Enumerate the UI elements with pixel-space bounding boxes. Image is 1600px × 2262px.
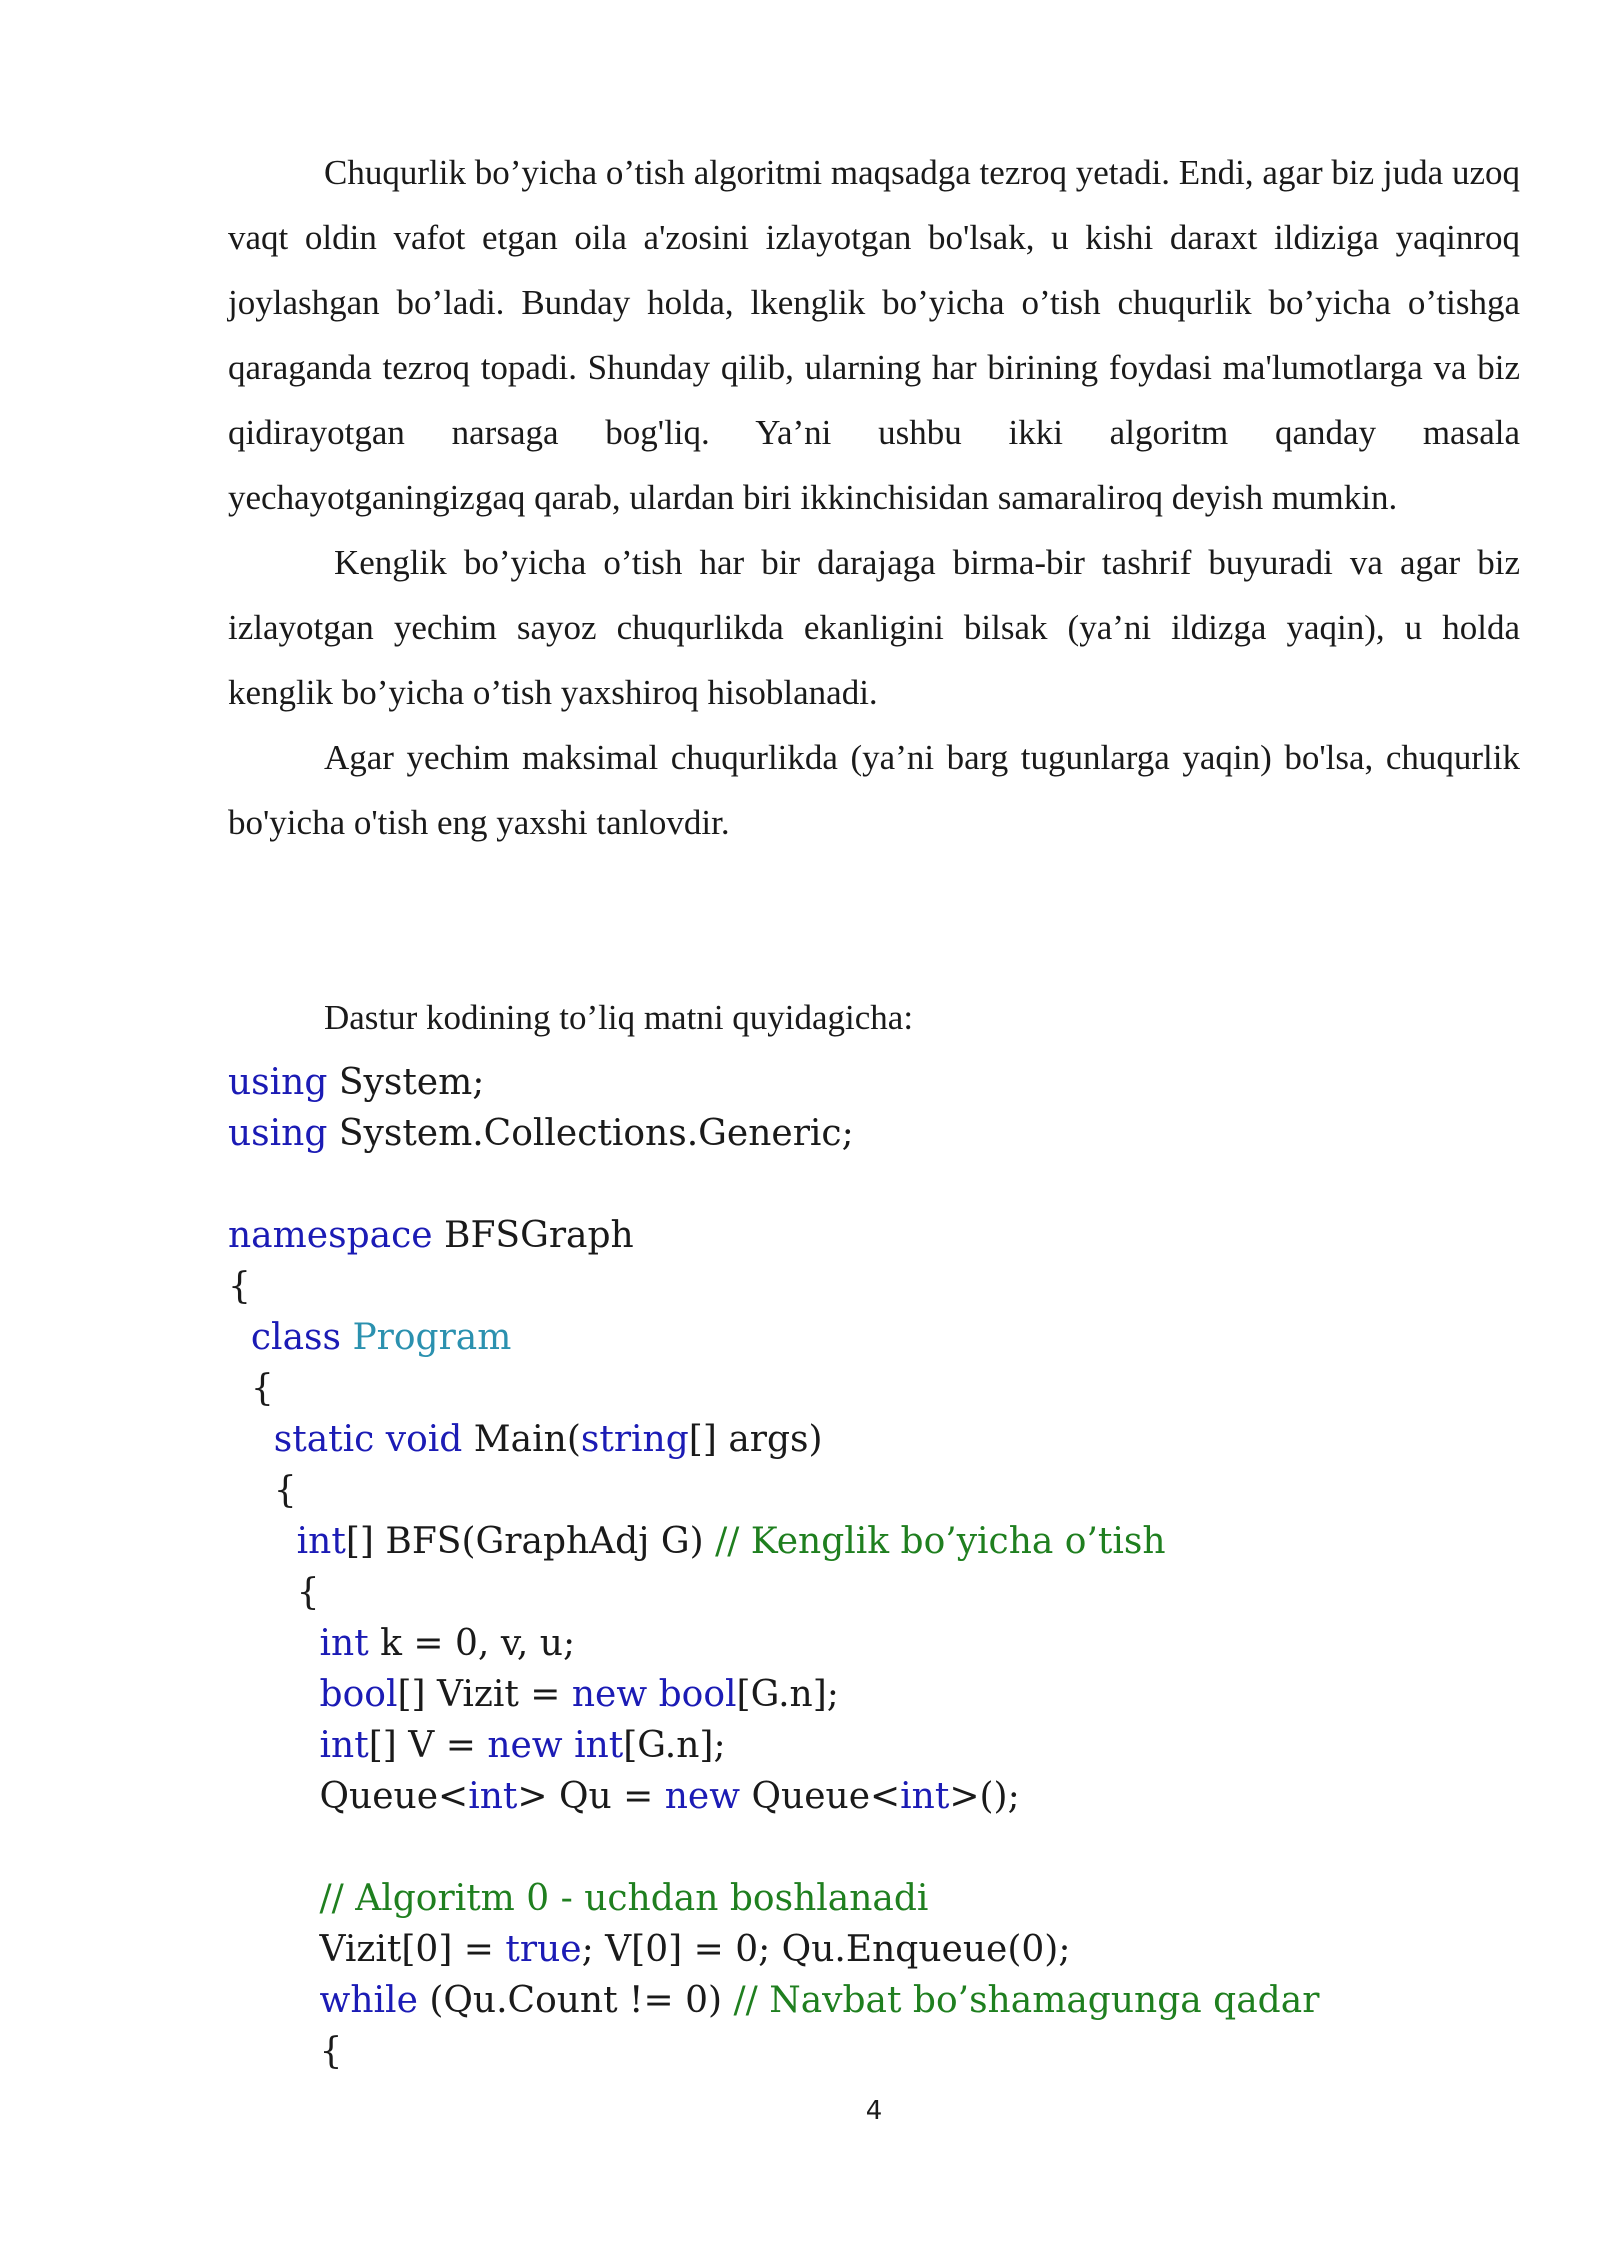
code-line [228, 1261, 1528, 1312]
code-keyword: using [228, 1062, 328, 1103]
code-comment: // Navbat bo’shamagunga qadar [733, 1980, 1320, 2021]
code-line [228, 1924, 1528, 1975]
code-text: >(); [949, 1776, 1020, 1817]
code-text: [] V = [368, 1725, 488, 1766]
code-keyword: new [664, 1776, 741, 1817]
code-keyword: int [319, 1725, 369, 1766]
code-text: Queue< [740, 1776, 901, 1817]
code-line [228, 1975, 1528, 2026]
code-text: ; V[0] = 0; Qu.Enqueue(0); [581, 1929, 1071, 1970]
code-text: Main( [462, 1419, 581, 1460]
code-line [228, 1210, 1528, 1261]
code-brace: { [273, 1470, 297, 1511]
code-comment: // Kenglik bo’yicha o’tish [715, 1521, 1166, 1562]
code-keyword: bool [319, 1674, 398, 1715]
code-keyword: int [900, 1776, 950, 1817]
page-number: 4 [865, 2096, 883, 2126]
code-brace: { [319, 2031, 343, 2072]
code-text: System.Collections.Generic; [327, 1113, 854, 1154]
code-keyword: namespace [228, 1215, 433, 1256]
code-line [228, 2026, 1528, 2077]
code-text: [] Vizit = [397, 1674, 572, 1715]
code-text: Vizit[0] = [319, 1929, 506, 1970]
code-line [228, 1618, 1528, 1669]
code-text: [] args) [688, 1419, 823, 1460]
code-keyword: int [468, 1776, 518, 1817]
code-keyword: bool [658, 1674, 737, 1715]
code-line [228, 1363, 1528, 1414]
code-text: (Qu.Count != 0) [417, 1980, 734, 2021]
code-comment: // Algoritm 0 - uchdan boshlanadi [319, 1878, 929, 1919]
code-text: k = 0, v, u; [368, 1623, 576, 1664]
paragraph-dfs-deep: Agar yechim maksimal chuqurlikda (ya’ni barg tugunlarga yaqin) bo'lsa, chuqurlik bo'yicha o'tish eng yaxshi tanlovdir. [228, 738, 1520, 842]
code-keyword: int [319, 1623, 369, 1664]
code-brace: { [250, 1368, 274, 1409]
code-keyword: new [571, 1674, 648, 1715]
code-brace: { [296, 1572, 320, 1613]
code-line [228, 1108, 1528, 1159]
code-text: > Qu = [517, 1776, 665, 1817]
code-keyword: string [580, 1419, 689, 1460]
code-keyword: int [296, 1521, 346, 1562]
code-listing [228, 1057, 1528, 2077]
code-keyword: void [385, 1419, 463, 1460]
code-keyword: int [574, 1725, 624, 1766]
code-keyword: true [505, 1929, 582, 1970]
code-text: [G.n]; [736, 1674, 839, 1715]
code-line [228, 1771, 1528, 1822]
body-text [228, 140, 1520, 855]
code-intro-text: Dastur kodining to’liq matni quyidagicha: [324, 998, 914, 1037]
code-keyword: using [228, 1113, 328, 1154]
code-blank-line [228, 1822, 1528, 1873]
code-keyword: class [250, 1317, 341, 1358]
code-line [228, 1720, 1528, 1771]
code-type-name: Program [352, 1317, 512, 1358]
code-keyword: new [487, 1725, 563, 1766]
code-text: [] BFS(GraphAdj G) [345, 1521, 716, 1562]
code-text: Queue< [319, 1776, 469, 1817]
code-intro [228, 985, 1520, 1050]
code-keyword: while [319, 1980, 418, 2021]
code-line [228, 1873, 1528, 1924]
code-brace: { [228, 1266, 251, 1307]
code-line [228, 1414, 1528, 1465]
code-line [228, 1465, 1528, 1516]
code-line [228, 1057, 1528, 1108]
paragraph-bfs-shallow: Kenglik bo’yicha o’tish har bir darajaga birma-bir tashrif buyuradi va agar biz izlayotgan yechim sayoz chuqurlikda ekanligini bilsak (ya’ni ildizga yaqin), u holda kenglik bo’yicha o’tish yaxshiroq hisoblanadi. [228, 543, 1520, 712]
code-line [228, 1669, 1528, 1720]
code-text: BFSGraph [432, 1215, 634, 1256]
paragraph-dfs-vs-bfs: Chuqurlik bo’yicha o’tish algoritmi maqsadga tezroq yetadi. Endi, agar biz juda uzoq vaqt oldin vafot etgan oila a'zosini izlayotgan bo'lsak, u kishi daraxt ildiziga yaqinroq joylashgan bo’ladi. Bunday holda, lkenglik bo’yicha o’tish chuqurlik bo’yicha o’tishga qaraganda tezroq topadi. Shunday qilib, ularning har birining foydasi ma'lumotlarga va biz qidirayotgan narsaga bog'liq. Ya’ni ushbu ikki algoritm qanday masala yechayotganingizgaq qarab, ulardan biri ikkinchisidan samaraliroq deyish mumkin. [228, 153, 1520, 517]
code-line [228, 1516, 1528, 1567]
code-text: [G.n]; [623, 1725, 726, 1766]
code-text: System; [327, 1062, 485, 1103]
code-line [228, 1312, 1528, 1363]
code-keyword: static [273, 1419, 375, 1460]
code-blank-line [228, 1159, 1528, 1210]
code-line [228, 1567, 1528, 1618]
